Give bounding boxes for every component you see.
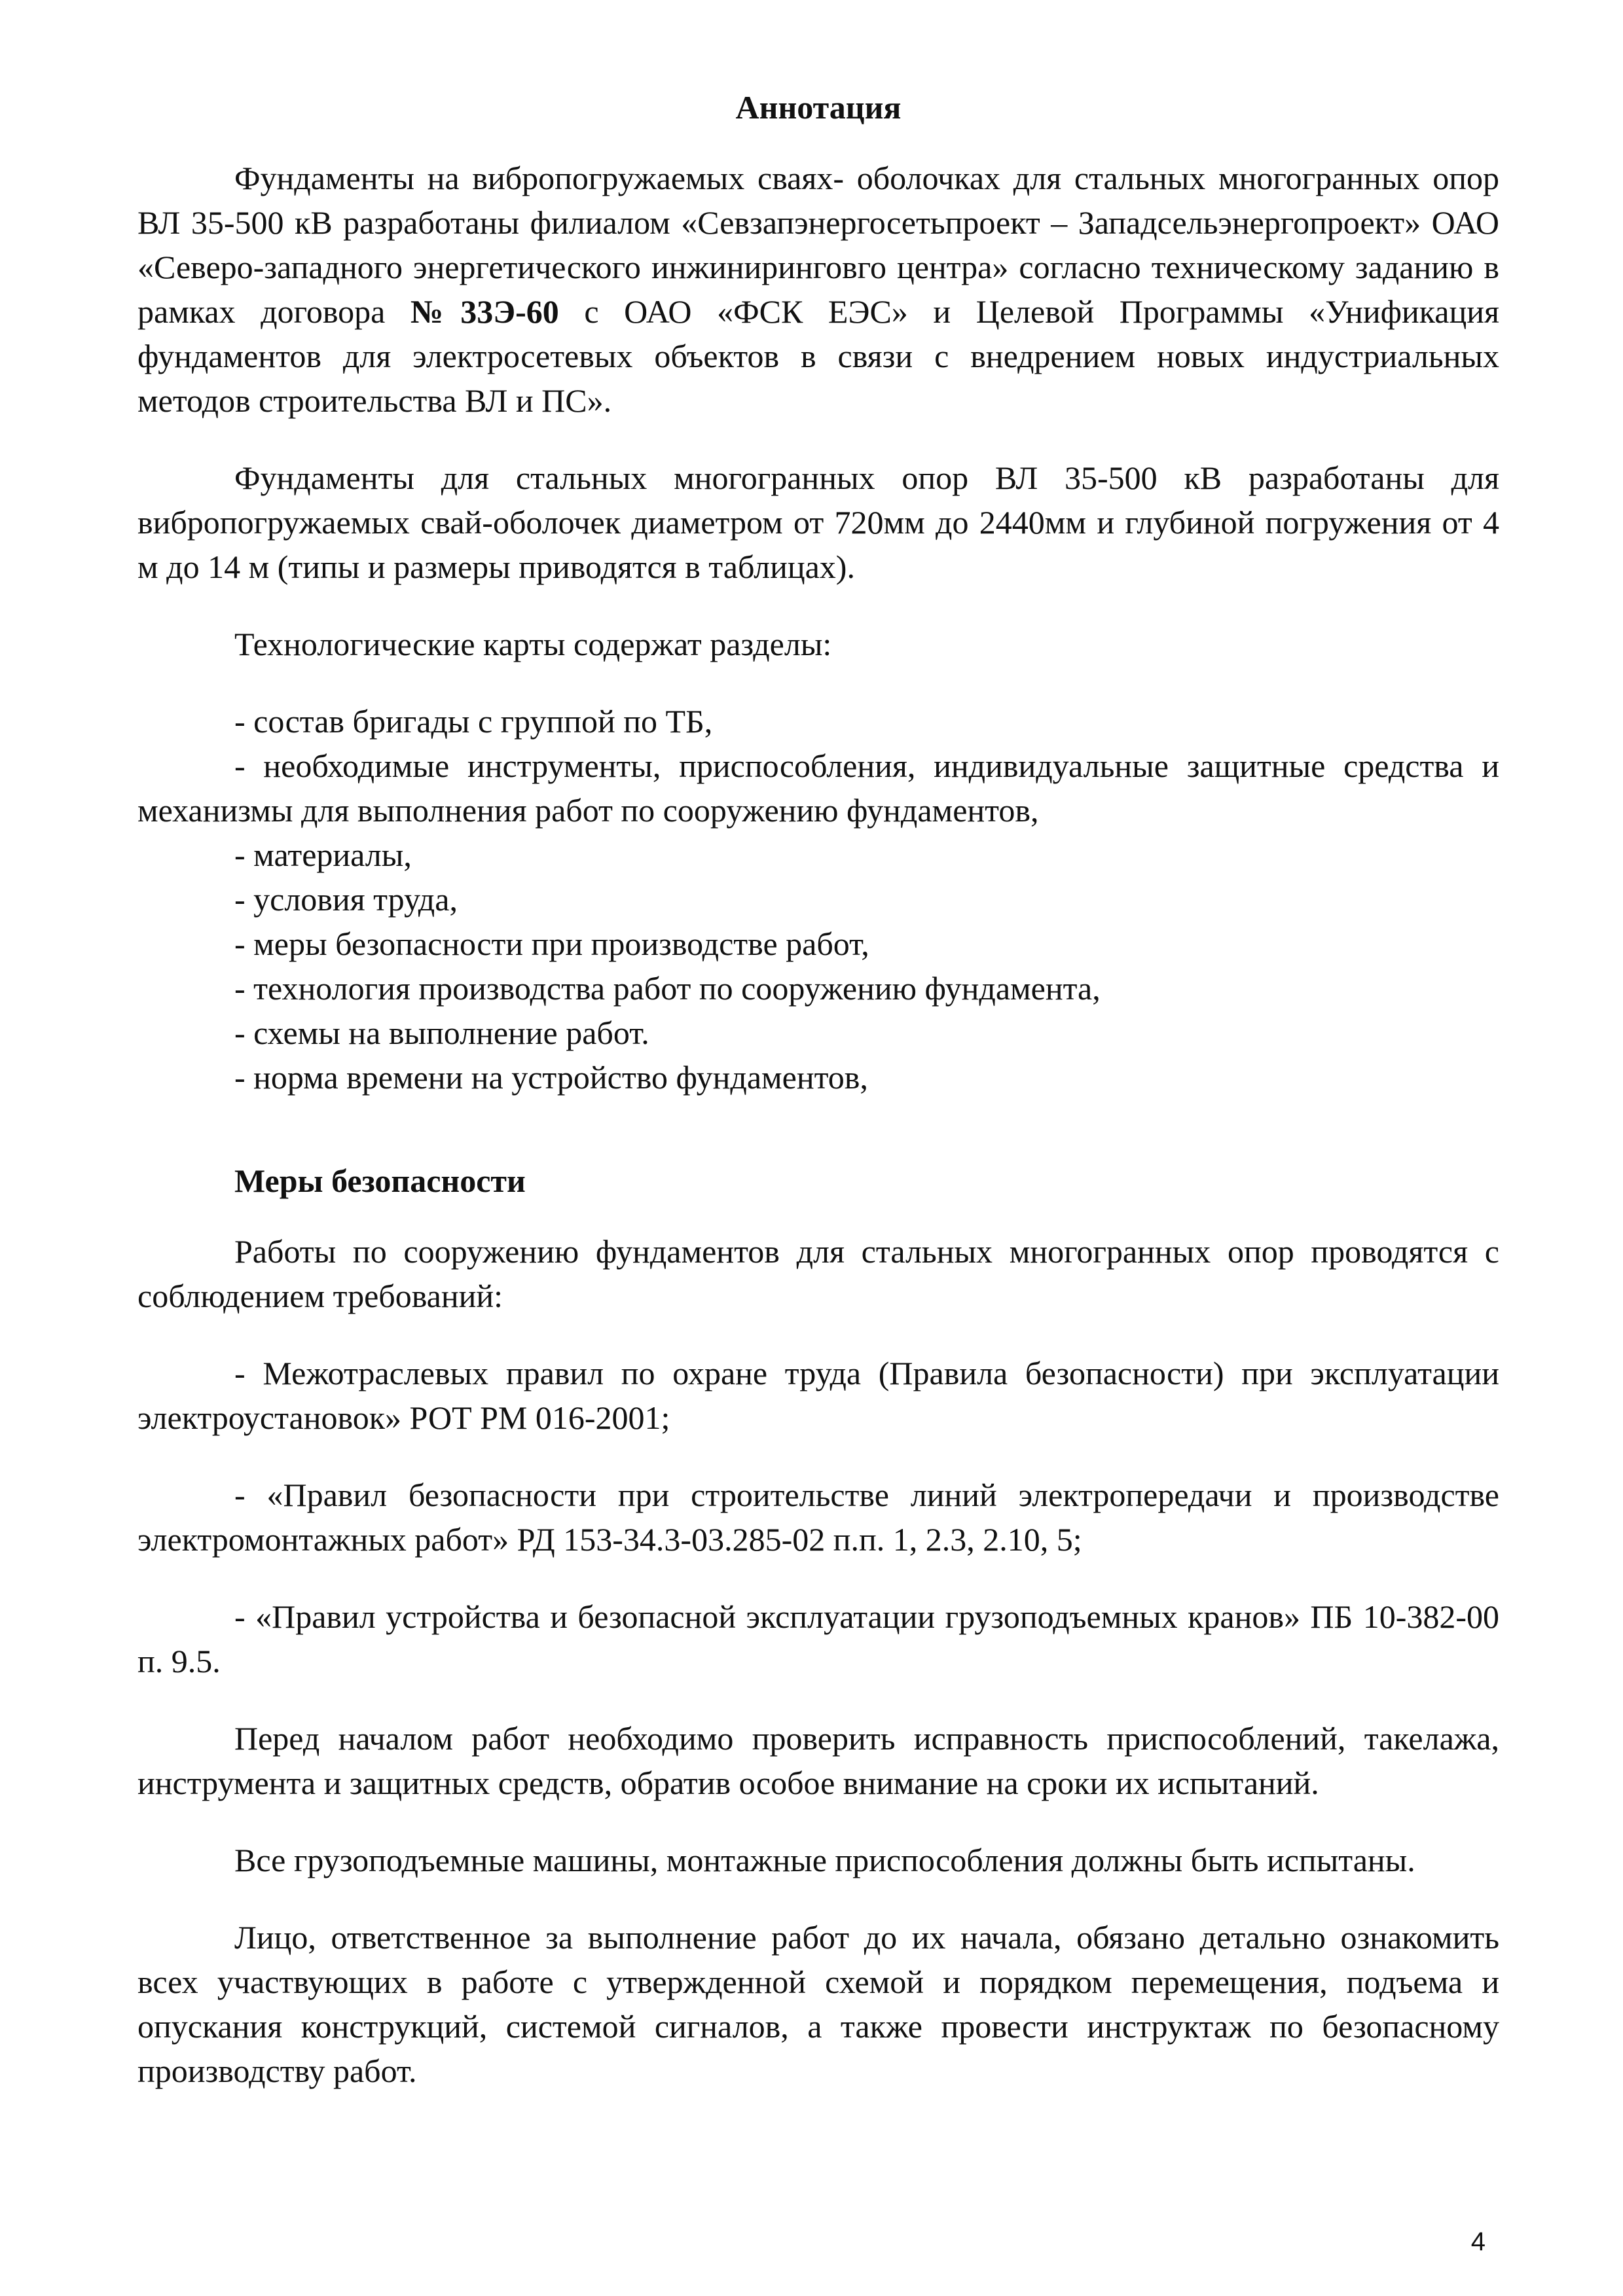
- safety-requirement-3: - «Правил устройства и безопасной эксплуатации грузоподъемных кранов» ПБ 10-382-00 п. 9.5.: [137, 1598, 1499, 1679]
- document-page: [137, 85, 1499, 2093]
- list-item: - меры безопасности при производстве работ,: [234, 925, 869, 962]
- contract-number: №33Э-60: [410, 293, 559, 330]
- safety-paragraph-1: Работы по сооружению фундаментов для стальных многогранных опор проводятся с соблюдением требований:: [137, 1233, 1499, 1314]
- list-item: - состав бригады с группой по ТБ,: [234, 703, 713, 740]
- annotation-paragraph-3: Технологические карты содержат разделы:: [234, 626, 832, 662]
- safety-requirement-2: - «Правил безопасности при строительстве линий электропередачи и производстве электромонтажных работ» РД 153-34.3-03.285-02 п.п. 1, 2.3, 2.10, 5;: [137, 1477, 1499, 1558]
- safety-heading: Меры безопасности: [234, 1162, 526, 1199]
- list-item: - технология производства работ по сооружению фундамента,: [234, 970, 1101, 1007]
- safety-paragraph-3: Все грузоподъемные машины, монтажные приспособления должны быть испытаны.: [234, 1842, 1415, 1878]
- safety-paragraph-2: Перед началом работ необходимо проверить исправность приспособлений, такелажа, инструмента и защитных средств, обратив особое внимание на сроки их испытаний.: [137, 1720, 1499, 1801]
- safety-requirement-1: - Межотраслевых правил по охране труда (Правила безопасности) при эксплуатации электроустановок» РОТ РМ 016-2001;: [137, 1355, 1499, 1436]
- list-item: - условия труда,: [234, 881, 458, 918]
- list-item: - схемы на выполнение работ.: [234, 1014, 649, 1051]
- annotation-paragraph-2: Фундаменты для стальных многогранных опор ВЛ 35-500 кВ разработаны для вибропогружаемых свай-оболочек диаметром от 720мм до 2440мм и глубиной погружения от 4 м до 14 м (типы и размеры приводятся в таблицах).: [137, 459, 1499, 585]
- safety-paragraph-4: Лицо, ответственное за выполнение работ до их начала, обязано детально ознакомить всех участвующих в работе с утвержденной схемой и порядком перемещения, подъема и опускания конструкций, системой сигналов, а также провести инструктаж по безопасному производству работ.: [137, 1919, 1499, 2089]
- sections-list: [137, 699, 1499, 1100]
- list-item: - необходимые инструменты, приспособления, индивидуальные защитные средства и механизмы для выполнения работ по сооружению фундаментов,: [137, 747, 1499, 829]
- annotation-title: Аннотация: [735, 89, 902, 126]
- list-item: - норма времени на устройство фундаментов,: [234, 1059, 868, 1096]
- page-number: 4: [1470, 2227, 1486, 2256]
- annotation-paragraph-1: Фундаменты на вибропогружаемых сваях- оболочках для стальных многогранных опор ВЛ 35-500 кВ разработаны филиалом «Севзапэнергосетьпроект – Западсельэнергопроект» ОАО «Северо-западного энергетического инжиниринговго центра» согласно техническому заданию в рамках договора №33Э-60 с ОАО «ФСК ЕЭС» и Целевой Программы «Унификация фундаментов для электросетевых объектов в связи с внедрением новых индустриальных методов строительства ВЛ и ПС».: [137, 160, 1499, 419]
- list-item: - материалы,: [234, 836, 412, 873]
